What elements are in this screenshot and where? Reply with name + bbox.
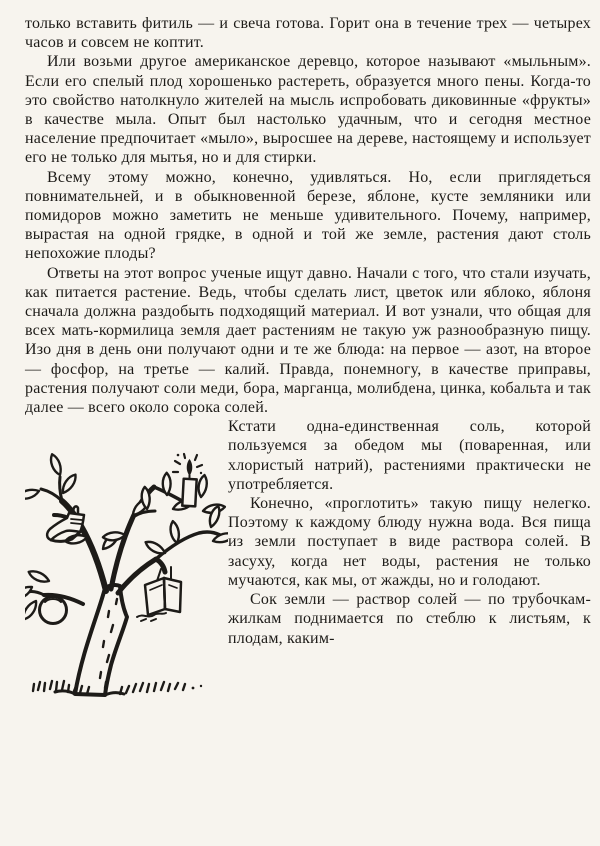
tree-figure	[25, 417, 228, 736]
paragraph: Или возьми другое американское деревцо, которое называют «мыльным». Если его спелый плод хорошенько растереть, образуется много пены. Когда-то это свойство натолкнуло жителей на мысль испробовать диковинные «фрукты» в качестве мыла. Опыт был настолько удачным, что и сегодня местное население предпочитает «мыло», выросшее на дереве, настоящему и использует его не только для мытья, но и для стирки.	[25, 53, 591, 167]
narrow-column	[228, 417, 591, 647]
open-book	[137, 567, 181, 621]
page-text	[25, 14, 591, 736]
flame	[187, 459, 193, 475]
paragraph: Сок земли — раствор солей — по трубочкам-жилкам поднимается по стеблю к листьям, к плодам, каким-	[228, 591, 591, 647]
paragraph: Кстати одна-единственная соль, которой пользуемся за обедом мы (поваренная, или хлористый натрий), растениями практически не употребляется.	[228, 418, 591, 493]
figure-text-row	[25, 417, 591, 736]
paragraph: только вставить фитиль — и свеча готова. Горит она в течение трех — четырех часов и совсем не коптит.	[25, 15, 591, 52]
paragraph: Ответы на этот вопрос ученые ищут давно. Начали с того, что стали изучать, как питается растение. Ведь, чтобы сделать лист, цветок или яблоко, яблоня сначала должна раздобыть подходящий материал. И вот узнали, что общая для всех мать-кормилица земля дает растениям не такую уж разнообразную пищу. Изо дня в день они получают одни и те же блюда: на первое — азот, на второе — фосфор, на третье — калий. Правда, понемногу, в качестве приправы, растения получают соли меди, бора, марганца, молибдена, цинка, кобальта и так далее — всего около сорока солей.	[25, 264, 591, 417]
fruit	[40, 596, 67, 624]
paragraph: Конечно, «проглотить» такую пищу нелегко. Поэтому к каждому блюду нужна вода. Вся пища из земли поступает в виде раствора солей. В засуху, когда нет воды, растения не только мучаются, как мы, от жажды, но и голодают.	[228, 495, 591, 589]
tree-illustration	[25, 451, 228, 736]
paragraph: Всему этому можно, конечно, удивляться. Но, если приглядеться повнимательней, и в обыкновенной березе, яблоне, кусте земляники или помидоров можно заметить не меньше удивительного. Почему, например, вырастая на одной грядке, в одной и той же земле, растения дают столь непохожие плоды?	[25, 168, 591, 263]
